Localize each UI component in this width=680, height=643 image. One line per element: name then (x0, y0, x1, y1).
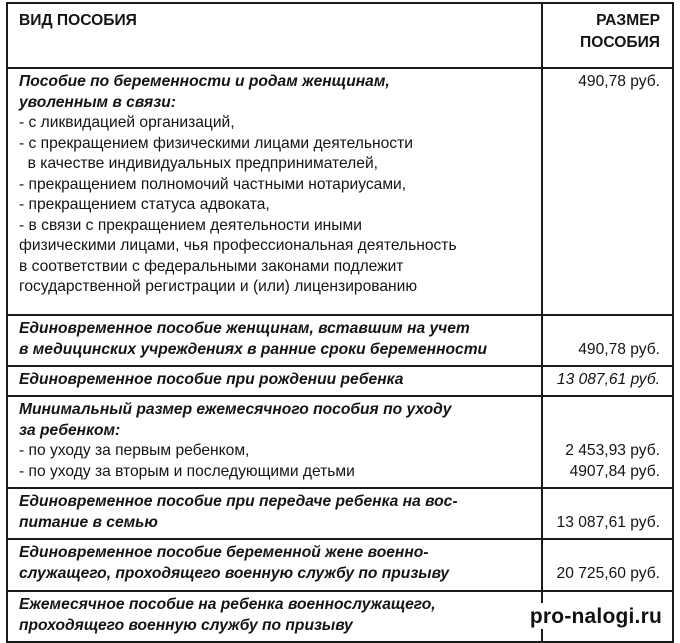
benefits-table-frame (6, 2, 674, 643)
benefit-title-line: Единовременное пособие при рождении ребенка (19, 371, 404, 388)
benefit-amount: 20 725,60 руб. (556, 564, 660, 582)
benefit-amount: 13 087,61 руб. (556, 371, 660, 388)
benefit-detail-line: - с ликвидацией организаций, (19, 114, 235, 131)
benefit-description (8, 68, 542, 315)
benefit-amount: 13 087,61 руб. (556, 513, 660, 531)
benefit-detail-line: - по уходу за первым ребенком, (19, 442, 250, 459)
benefit-detail-line: в качестве индивидуальных предпринимателей, (19, 155, 378, 172)
table-header-row (8, 4, 672, 68)
benefit-detail-line: - прекращением статуса адвоката, (19, 196, 270, 213)
benefit-description (8, 539, 542, 591)
header-amount-line-2: ПОСОБИЯ (580, 34, 660, 51)
header-benefit-type: ВИД ПОСОБИЯ (19, 12, 137, 29)
table-row (8, 366, 672, 396)
benefit-detail-line: физическими лицами, чья профессиональная деятельность (19, 237, 457, 254)
header-benefit-amount (542, 4, 672, 68)
benefit-amount-cell (542, 488, 672, 539)
benefit-amount-cell (542, 315, 672, 366)
benefit-detail-line: - в связи с прекращением деятельности иными (19, 216, 362, 234)
benefit-detail-line: - с прекращением физическими лицами деятельности (19, 134, 413, 152)
benefit-description (8, 396, 542, 488)
benefit-amount: 490,78 руб. (578, 73, 660, 90)
benefit-description (8, 591, 542, 641)
benefit-detail-line: - прекращением полномочий частными нотариусами, (19, 175, 407, 193)
benefit-amount-cell (542, 539, 672, 591)
benefit-title-line: Ежемесячное пособие на ребенка военнослужащего, (19, 596, 436, 613)
table-row (8, 315, 672, 366)
table-row (8, 396, 672, 488)
table-row (8, 539, 672, 591)
benefit-description (8, 488, 542, 539)
benefit-amount: 490,78 руб. (578, 340, 660, 358)
benefit-title-line: служащего, проходящего военную службу по призыву (19, 564, 450, 582)
benefit-amount: 2 453,93 руб. (565, 442, 660, 459)
table-row (8, 68, 672, 315)
benefit-amount-cell (542, 68, 672, 315)
benefit-detail-line: - по уходу за вторым и последующими детьми (19, 462, 355, 480)
benefit-description (8, 366, 542, 396)
benefit-title-line: за ребенком: (19, 421, 121, 439)
benefit-title-line: Единовременное пособие женщинам, вставшим на учет (19, 320, 470, 337)
benefit-title-line: Минимальный размер ежемесячного пособия по уходу (19, 401, 452, 418)
site-watermark: pro-nalogi.ru (522, 603, 666, 629)
benefit-title-line: Единовременное пособие беременной жене военно- (19, 544, 429, 561)
benefit-detail-line: в соответствии с федеральными законами подлежит (19, 257, 404, 275)
benefit-title-line: Единовременное пособие при передаче ребенка на вос- (19, 493, 458, 510)
benefit-title-line: проходящего военную службу по призыву (19, 616, 353, 634)
benefit-detail-line: государственной регистрации и (или) лицензированию (19, 278, 418, 295)
benefit-title-line: в медицинских учреждениях в ранние сроки беременности (19, 340, 488, 358)
benefit-amount-cell (542, 396, 672, 488)
benefit-amount-cell (542, 366, 672, 396)
benefit-description (8, 315, 542, 366)
table-row (8, 488, 672, 539)
benefit-title-line: Пособие по беременности и родам женщинам, (19, 73, 390, 90)
benefits-table (8, 4, 672, 641)
benefit-amount: 4907,84 руб. (569, 462, 660, 480)
benefit-title-line: уволенным в связи: (19, 93, 176, 111)
header-amount-line-1: РАЗМЕР (596, 12, 660, 29)
benefit-title-line: питание в семью (19, 513, 158, 531)
